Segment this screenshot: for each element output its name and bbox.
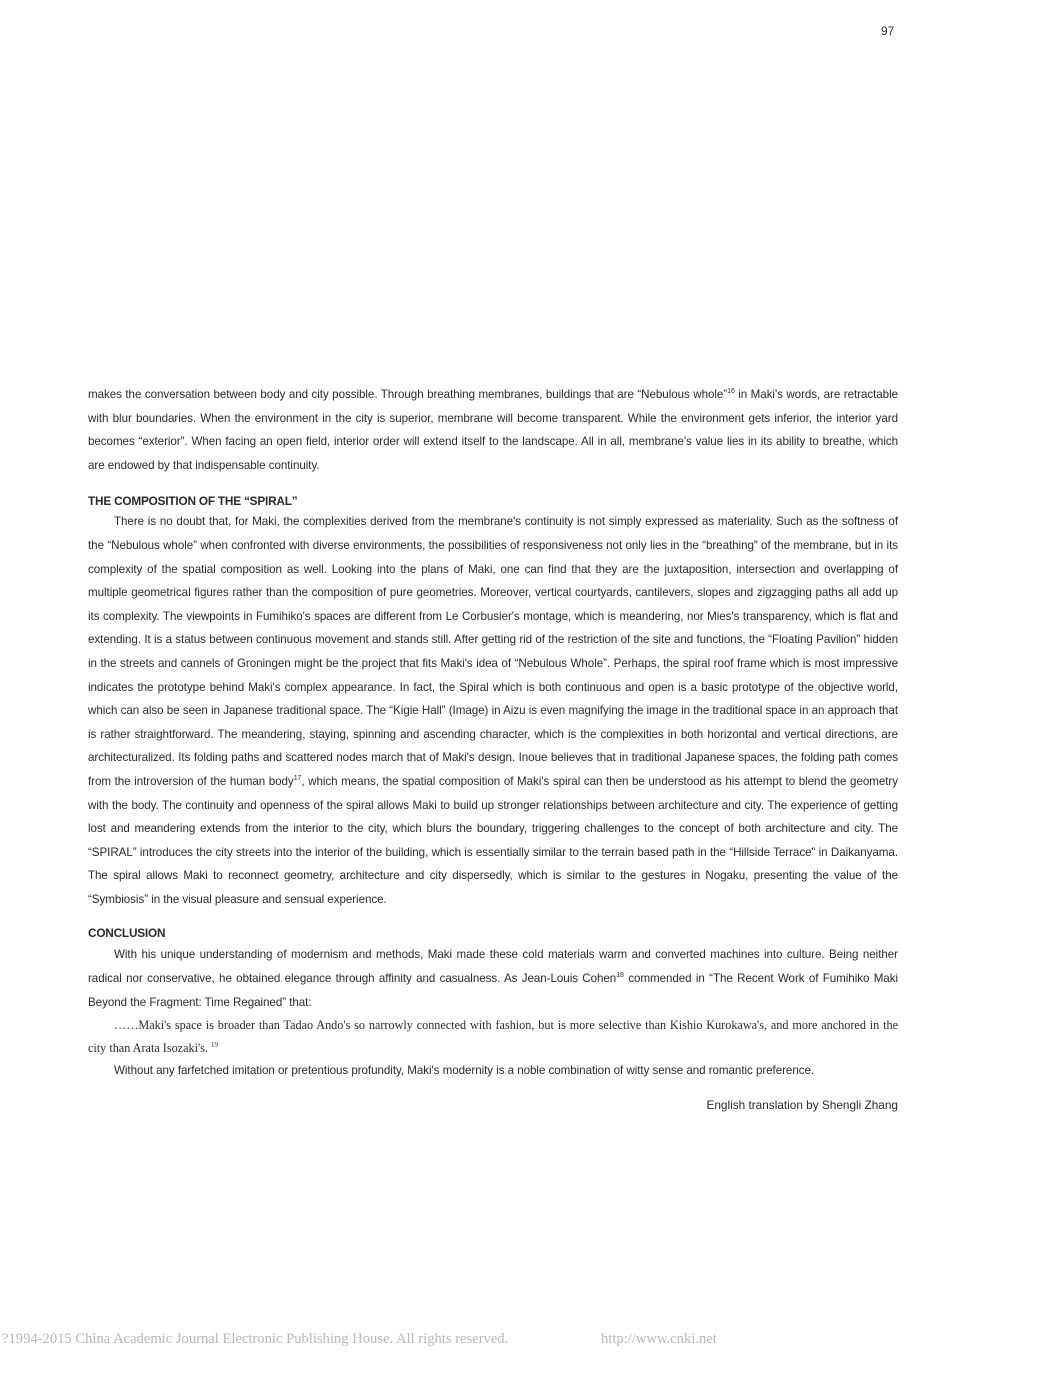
footer-url[interactable]: http://www.cnki.net [601,1331,717,1347]
page-number: 97 [881,24,895,38]
footer-copyright: ?1994-2015 China Academic Journal Electronic Publishing House. All rights reserved. [2,1331,509,1347]
footnote-ref-17: 17 [293,775,302,783]
block-quote [88,1014,898,1059]
footnote-ref-19: 19 [211,1040,219,1049]
translation-credit: English translation by Shengli Zhang [706,1097,898,1112]
section-heading-conclusion: CONCLUSION [88,926,166,941]
spiral-text-1: There is no doubt that, for Maki, the complexities derived from the membrane's continuity is not simply expressed as materiality. Such as the softness of the “Nebulous whole” when confronted with diverse environments, the possibilities of responsiveness not only lies in the “breathing” of the membrane, but in its complexity of the spatial composition as well. Looking into the plans of Maki, one can find that they are the juxtaposition, intersection and overlapping of multiple geometrical figures rather than the composition of pure geometries. Moreover, vertical courtyards, cantilevers, slopes and zigzagging paths all add up its complexity. The viewpoints in Fumihiko's spaces are different from Le Corbusier's montage, which is meandering, nor Mies's transparency, which is flat and extending. It is a status between continuous movement and stands still. After getting rid of the restriction of the site and functions, the “Floating Pavilion” hidden in the streets and cannels of Groningen might be the project that fits Maki's idea of “Nebulous Whole”. Perhaps, the spiral roof frame which is most impressive indicates the prototype behind Maki's complex appearance. In fact, the Spiral which is both continuous and open is a basic prototype of the objective world, which can also be seen in Japanese traditional space. The “Kigie Hall” (Image) in Aizu is even magnifying the image in the traditional space in an approach that is rather straightforward. The meandering, staying, spinning and ascending character, which is the complexities in both horizontal and vertical directions, are architecturalized. Its folding paths and scattered nodes march that of Maki's design. Inoue believes that in traditional Japanese spaces, the folding path comes from the introversion of the human body [88,515,898,788]
conclusion-text-1b: commended in “The Recent Work of Fumihiko Maki Beyond the Fragment: Time Regained” that: [88,972,898,1009]
quote-text: ……Maki's space is broader than Tadao Ando's so narrowly connected with fashion, but is more selective than Kishio Kurokawa's, and more anchored in the city than Arata Isozaki's. [88,1018,898,1055]
article-body [88,383,898,1112]
footnote-ref-18: 18 [616,972,624,980]
section-heading-spiral: THE COMPOSITION OF THE “SPIRAL” [88,494,298,509]
intro-text-2: in Maki's words, are retractable with blur boundaries. When the environment in the city is superior, membrane will become transparent. While the environment gets inferior, the interior yard becomes “exterior”. When facing an open field, interior order will extend itself to the landscape. All in all, membrane's value lies in its ability to breathe, which are endowed by that indispensable continuity. [88,388,898,472]
spiral-text-2: , which means, the spatial composition of Maki's spiral can then be understood as his attempt to blend the geometry with the body. The continuity and openness of the spiral allows Maki to build up stronger relationships between architecture and city. The experience of getting lost and meandering extends from the interior to the city, which blurs the boundary, triggering challenges to the concept of both architecture and city. The “SPIRAL” introduces the city streets into the interior of the building, which is essentially similar to the terrain based path in the “Hillside Terrace” in Daikanyama. The spiral allows Maki to reconnect geometry, architecture and city dispersedly, which is similar to the gestures in Nogaku, presenting the value of the “Symbiosis” in the visual pleasure and sensual experience. [88,774,898,906]
conclusion-paragraph-1 [88,943,898,1014]
intro-paragraph [88,383,898,477]
conclusion-text-1: With his unique understanding of modernism and methods, Maki made these cold materials warm and converted machines into culture. Being neither radical nor conservative, he obtained elegance through affinity and casualness. As Jean-Louis Cohen [88,948,898,986]
conclusion-paragraph-2: Without any farfetched imitation or pretentious profundity, Maki's modernity is a noble combination of witty sense and romantic preference. [114,1064,815,1078]
spiral-paragraph [88,510,898,911]
footnote-ref-16: 16 [727,388,735,396]
intro-text-1: makes the conversation between body and city possible. Through breathing membranes, buildings that are “Nebulous whole” [88,388,728,401]
